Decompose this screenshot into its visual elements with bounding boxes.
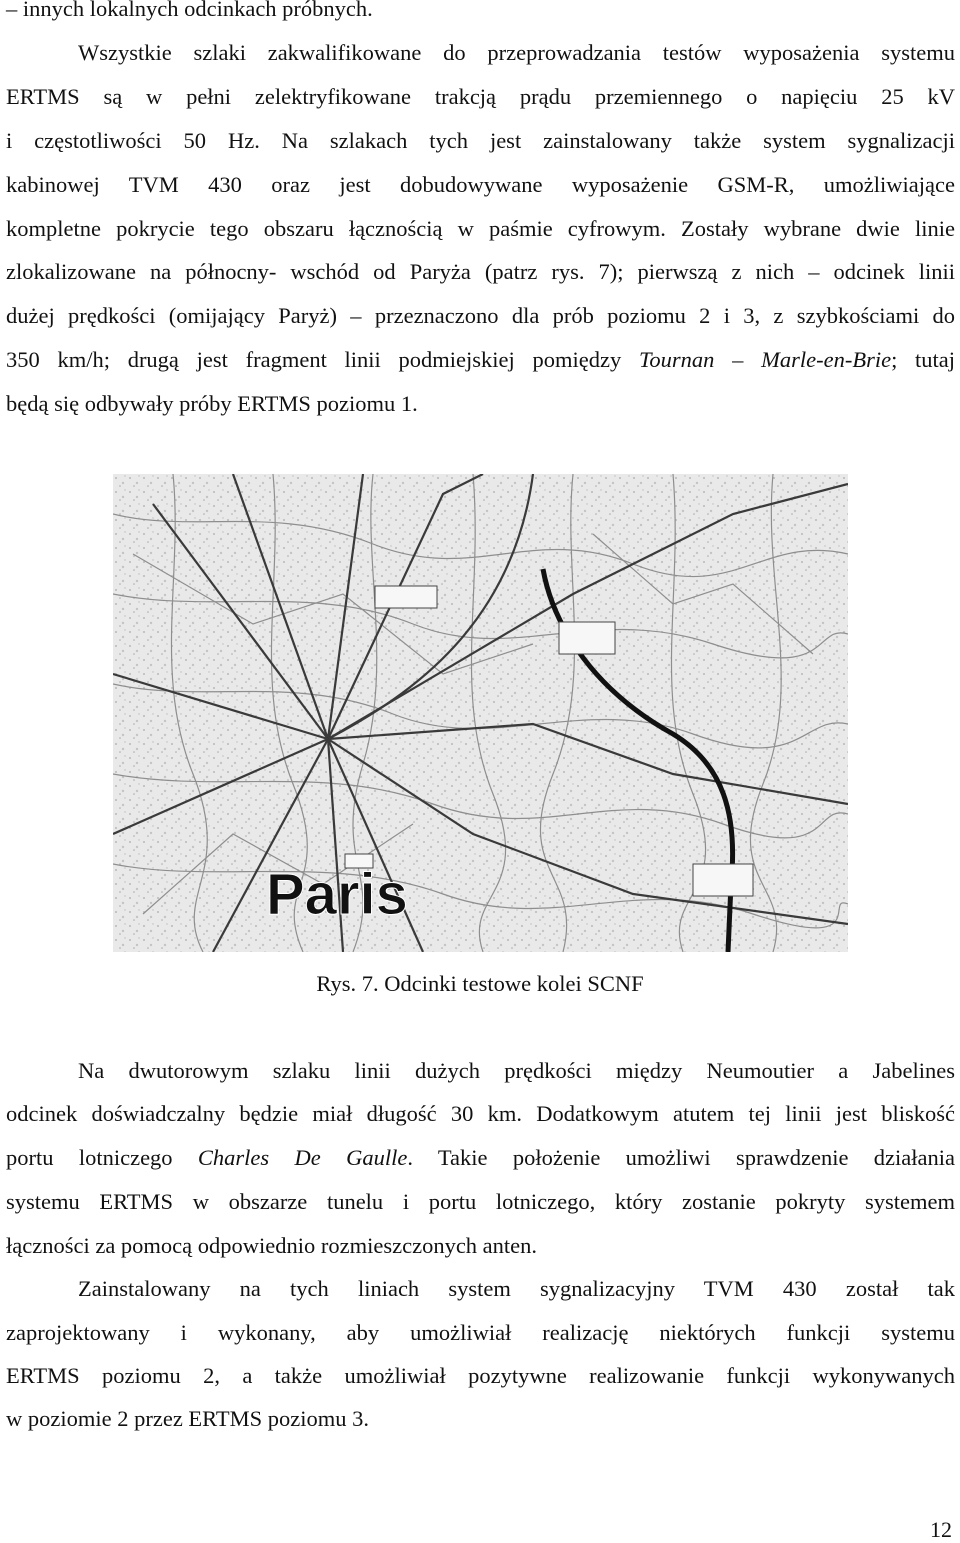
text-line: dużej prędkości (omijający Paryż) – przeznaczono dla prób poziomu 2 i 3, z szybkościami do xyxy=(6,303,955,328)
text-line: zlokalizowane na północny- wschód od Paryża (patrz rys. 7); pierwszą z nich – odcinek linii xyxy=(6,259,955,284)
page-number: 12 xyxy=(930,1517,952,1542)
text-line: Wszystkie szlaki zakwalifikowane do przeprowadzania testów wyposażenia systemu xyxy=(78,40,955,65)
text-line: portu lotniczego Charles De Gaulle. Takie położenie umożliwi sprawdzenie działania xyxy=(6,1145,956,1170)
text-line: Zainstalowany na tych liniach system sygnalizacyjny TVM 430 został tak xyxy=(78,1276,955,1301)
text-line: ERTMS są w pełni zelektryfikowane trakcją prądu przemiennego o napięciu 25 kV xyxy=(6,84,955,109)
figure-caption: Rys. 7. Odcinki testowe kolei SCNF xyxy=(316,971,644,996)
text-line: – innych lokalnych odcinkach próbnych. xyxy=(6,0,373,21)
text-line: kompletne pokrycie tego obszaru łącznością w paśmie cyfrowym. Zostały wybrane dwie linie xyxy=(6,216,955,241)
text-line: systemu ERTMS w obszarze tunelu i portu lotniczego, który zostanie pokryty systemem xyxy=(6,1189,955,1214)
text-line: ERTMS poziomu 2, a także umożliwiał pozytywne realizowanie funkcji wykonywanych xyxy=(6,1363,955,1388)
map-figure xyxy=(113,474,848,952)
text-line: kabinowej TVM 430 oraz jest dobudowywane wyposażenie GSM-R, umożliwiające xyxy=(6,172,955,197)
text-line: i częstotliwości 50 Hz. Na szlakach tych jest zainstalowany także system sygnalizacji xyxy=(6,128,955,153)
map-label-paris: Paris xyxy=(266,862,408,927)
text-line: odcinek doświadczalny będzie miał długość 30 km. Dodatkowym atutem tej linii jest bliskość xyxy=(6,1101,955,1126)
text-line: będą się odbywały próby ERTMS poziomu 1. xyxy=(6,391,418,416)
text-line: łączności za pomocą odpowiednio rozmieszczonych anten. xyxy=(6,1233,538,1258)
text-line: Na dwutorowym szlaku linii dużych prędkości między Neumoutier a Jabelines xyxy=(78,1058,955,1083)
text-line: 350 km/h; drugą jest fragment linii podmiejskiej pomiędzy Tournan – Marle-en-Brie; tutaj xyxy=(6,347,956,372)
text-line: zaprojektowany i wykonany, aby umożliwiał realizację niektórych funkcji systemu xyxy=(6,1320,955,1345)
text-line: w poziomie 2 przez ERTMS poziomu 3. xyxy=(6,1406,369,1431)
